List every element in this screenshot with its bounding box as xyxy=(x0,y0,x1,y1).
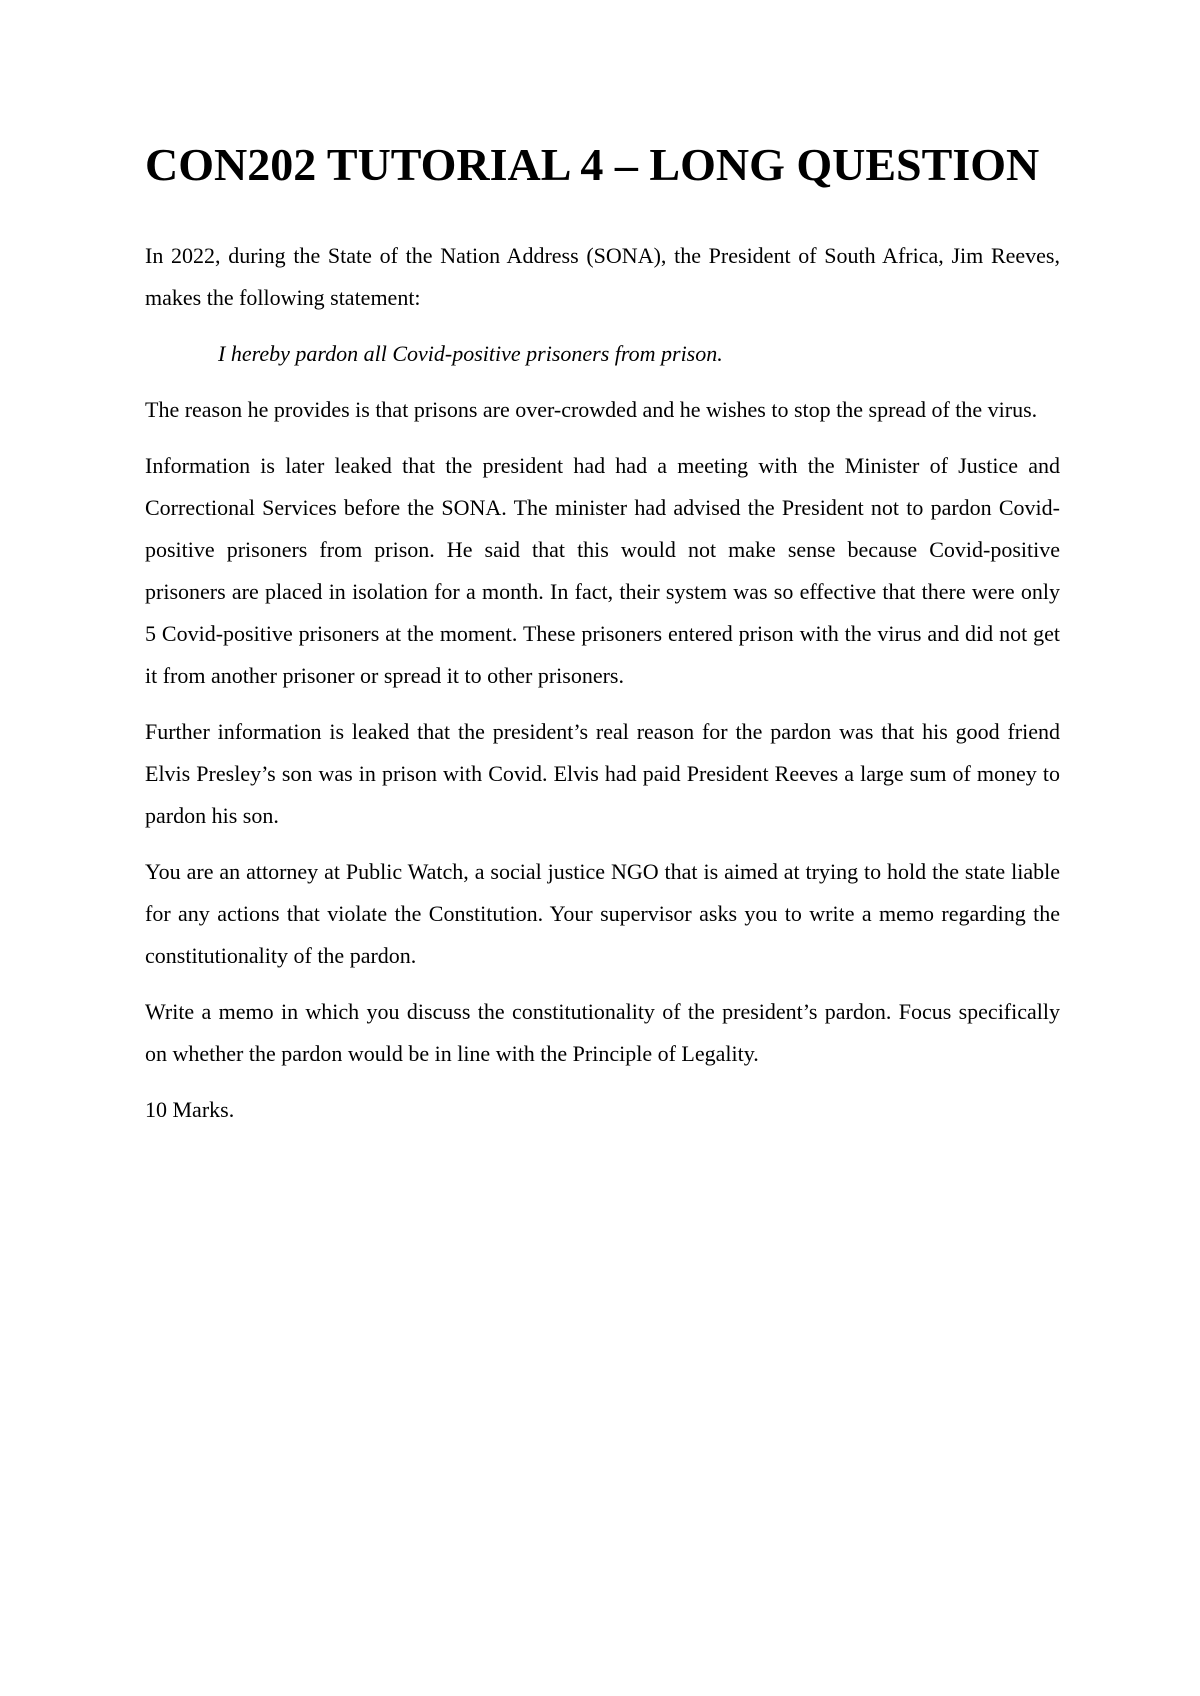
paragraph-reason: The reason he provides is that prisons are over-crowded and he wishes to stop the spread of the virus. xyxy=(145,396,1038,422)
document-title: CON202 TUTORIAL 4 – LONG QUESTION xyxy=(145,139,1040,190)
intro-paragraph: In 2022, during the State of the Nation Address (SONA), the President of South Africa, Jim Reeves, makes the following statement: xyxy=(145,242,1060,310)
paragraph-leaked-meeting: Information is later leaked that the president had had a meeting with the Minister of Justice and Correctional Services before the SONA. The minister had advised the President not to pardon Covid-positive prisoners from prison. He said that this would not make sense because Covid-positive prisoners are placed in isolation for a month. In fact, their system was so effective that there were only 5 Covid-positive prisoners at the moment. These prisoners entered prison with the virus and did not get it from another prisoner or spread it to other prisoners. xyxy=(145,452,1060,688)
president-quote: I hereby pardon all Covid-positive prisoners from prison. xyxy=(218,340,723,366)
paragraph-attorney-role: You are an attorney at Public Watch, a social justice NGO that is aimed at trying to hold the state liable for any actions that violate the Constitution. Your supervisor asks you to write a memo regarding the constitutionality of the pardon. xyxy=(145,858,1060,968)
paragraph-task: Write a memo in which you discuss the constitutionality of the president’s pardon. Focus specifically on whether the pardon would be in line with the Principle of Legality. xyxy=(145,998,1060,1066)
document-page xyxy=(145,140,1060,1131)
marks-label: 10 Marks. xyxy=(145,1096,235,1122)
paragraph-real-reason: Further information is leaked that the president’s real reason for the pardon was that his good friend Elvis Presley’s son was in prison with Covid. Elvis had paid President Reeves a large sum of money to pardon his son. xyxy=(145,718,1060,828)
